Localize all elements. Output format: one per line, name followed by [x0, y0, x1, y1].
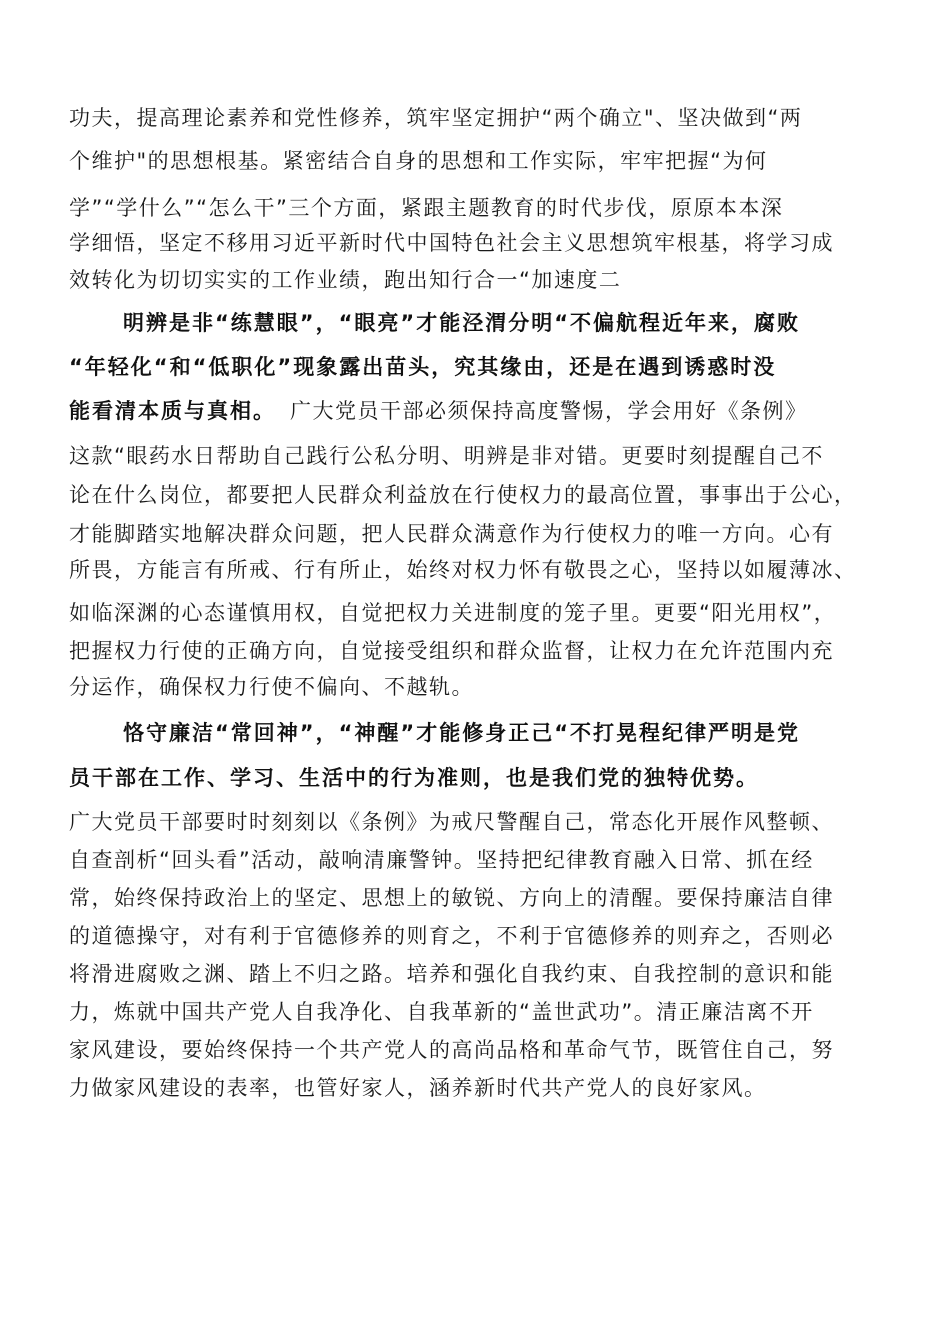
section-heading-line: 员干部在工作、学习、生活中的行为准则，也是我们党的独特优势。: [69, 766, 759, 790]
text-line: 功夫，提高理论素养和党性修养，筑牢坚定拥护“两个确立"、坚决做到“两: [69, 106, 803, 130]
text-line: 常，始终保持政治上的坚定、思想上的敏锐、方向上的清醒。要保持廉洁自律: [69, 886, 834, 910]
text-line: 论在什么岗位，都要把人民群众利益放在行使权力的最高位置，事事出于公心，: [69, 483, 857, 507]
text-line: 学”“学什么”“怎么干”三个方面，紧跟主题教育的时代步伐，原原本本深: [69, 196, 784, 220]
text-line: [69, 393, 889, 429]
text-line: 将滑进腐败之渊、踏上不归之路。培养和强化自我约束、自我控制的意识和能: [69, 962, 834, 986]
section-body-start: 广大党员干部必须保持高度警惕，学会用好《条例》: [290, 399, 808, 423]
text-line: 才能脚踏实地解决群众问题，把人民群众满意作为行使权力的唯一方向。心有: [69, 522, 834, 546]
text-line: 个维护"的思想根基。紧密结合自身的思想和工作实际，牢牢把握“为何: [69, 149, 768, 173]
section-heading-line: 恪守廉洁“常回神”，“神醒”才能修身正己“不打晃程纪律严明是党: [123, 721, 801, 745]
text-line: 广大党员干部要时时刻刻以《条例》为戒尺警醒自己，常态化开展作风整顿、: [69, 810, 834, 834]
text-line: 学细悟，坚定不移用习近平新时代中国特色社会主义思想筑牢根基，将学习成: [69, 231, 834, 255]
section-heading-tail: 能看清本质与真相。: [69, 399, 276, 423]
text-line: 自查剖析“回头看”活动，敲响清廉警钟。坚持把纪律教育融入日常、抓在经: [69, 848, 814, 872]
section-heading-line: 明辨是非“练慧眼”，“眼亮”才能泾渭分明“不偏航程近年来，腐败: [123, 311, 801, 335]
text-line: 的道德操守，对有利于官德修养的则育之，不利于官德修养的则弃之，否则必: [69, 924, 834, 948]
text-line: 把握权力行使的正确方向，自觉接受组织和群众监督，让权力在允许范围内充: [69, 639, 834, 663]
text-line: 所畏，方能言有所戒、行有所止，始终对权力怀有敬畏之心，坚持以如履薄冰、: [69, 558, 857, 582]
text-line: 效转化为切切实实的工作业绩，跑出知行合一“加速度二: [69, 268, 622, 292]
text-line: 力，炼就中国共产党人自我净化、自我革新的“盖世武功”。清正廉洁离不开: [69, 1000, 814, 1024]
text-line: 这款“眼药水日帮助自己践行公私分明、明辨是非对错。更要时刻提醒自己不: [69, 444, 824, 468]
section-heading-line: “年轻化“和“低职化”现象露出苗头，究其缘由，还是在遇到诱惑时没: [69, 355, 777, 379]
text-line: 力做家风建设的表率，也管好家人，涵养新时代共产党人的良好家风。: [69, 1076, 767, 1100]
text-line: 家风建设，要始终保持一个共产党人的高尚品格和革命气节，既管住自己，努: [69, 1038, 834, 1062]
text-line: 分运作，确保权力行使不偏向、不越轨。: [69, 675, 474, 699]
text-line: 如临深渊的心态谨慎用权，自觉把权力关进制度的笼子里。更要“阳光用权”，: [69, 601, 837, 625]
